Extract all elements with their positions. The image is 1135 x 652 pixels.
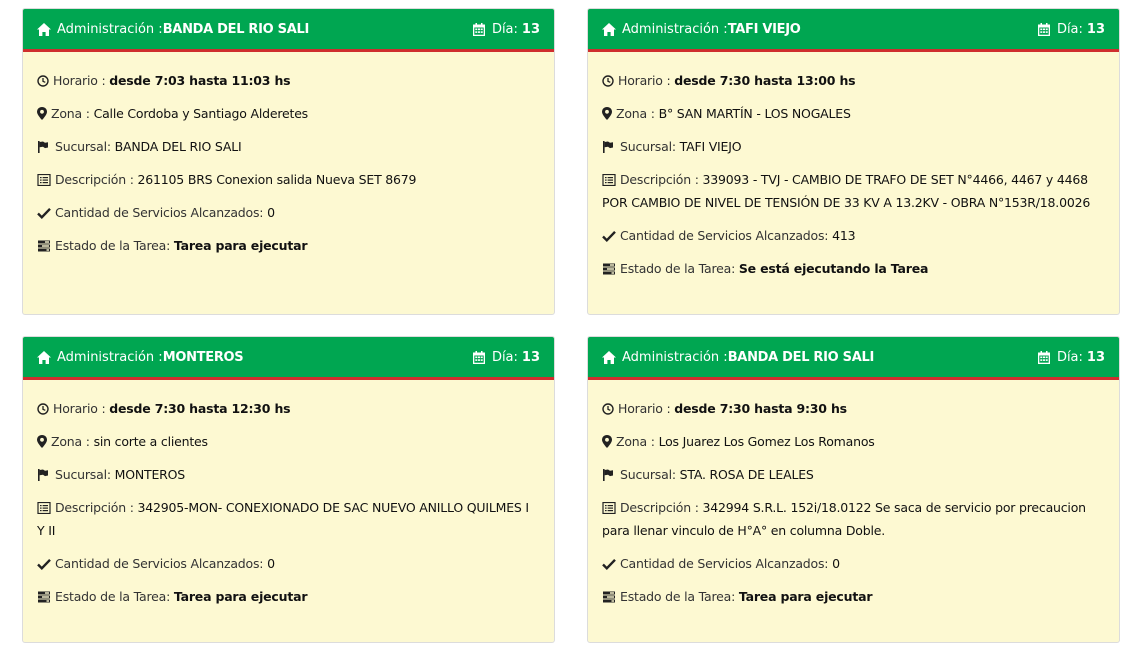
home-icon [37, 23, 51, 36]
zona-row [37, 430, 540, 453]
dia-value: 13 [1086, 349, 1105, 365]
cantidad-value: 413 [832, 228, 856, 243]
horario-row [602, 69, 1105, 92]
estado-label: Estado de la Tarea: [620, 589, 736, 604]
home-icon [602, 23, 616, 36]
descripcion-row [37, 168, 540, 191]
sucursal-value: BANDA DEL RIO SALI [114, 139, 242, 154]
zona-row [37, 102, 540, 125]
admin-value: BANDA DEL RIO SALI [727, 349, 874, 365]
cantidad-row [37, 201, 540, 224]
card-header [23, 337, 554, 380]
dia-label: Día: [1056, 21, 1083, 37]
sucursal-row [602, 135, 1105, 158]
clock-icon [37, 403, 49, 415]
descripcion-value: 339093 - TVJ - CAMBIO DE TRAFO DE SET N°4466, 4467 y 4468 POR CAMBIO DE NIVEL DE TENSIÓN DE 33 KV A 13.2KV - OBRA N°153R/18.0026 [602, 172, 1091, 210]
list-alt-icon [602, 174, 616, 186]
cantidad-row [602, 224, 1105, 247]
horario-label: Horario : [618, 401, 671, 416]
task-card [22, 336, 555, 643]
dia-label: Día: [491, 21, 518, 37]
estado-row [37, 585, 540, 608]
tasks-icon [37, 591, 51, 603]
cantidad-value: 0 [267, 205, 275, 220]
zona-label: Zona : [51, 106, 90, 121]
horario-row [37, 397, 540, 420]
list-alt-icon [37, 502, 51, 514]
list-alt-icon [602, 502, 616, 514]
cantidad-label: Cantidad de Servicios Alcanzados: [55, 556, 264, 571]
horario-value: desde 7:03 hasta 11:03 hs [109, 73, 291, 88]
dia-value: 13 [1086, 21, 1105, 37]
descripcion-value: 261105 BRS Conexion salida Nueva SET 8679 [137, 172, 417, 187]
zona-value: B° SAN MARTÍN - LOS NOGALES [658, 106, 851, 121]
sucursal-label: Sucursal: [620, 467, 676, 482]
horario-value: desde 7:30 hasta 13:00 hs [674, 73, 856, 88]
zona-value: sin corte a clientes [93, 434, 208, 449]
estado-row [602, 257, 1105, 280]
admin-label: Administración : [57, 21, 163, 37]
zona-row [602, 430, 1105, 453]
estado-label: Estado de la Tarea: [620, 261, 736, 276]
descripcion-row [602, 168, 1105, 214]
estado-label: Estado de la Tarea: [55, 589, 171, 604]
calendar-icon [473, 351, 485, 364]
sucursal-label: Sucursal: [55, 139, 111, 154]
sucursal-row [37, 135, 540, 158]
sucursal-row [37, 463, 540, 486]
horario-row [602, 397, 1105, 420]
descripcion-label: Descripción : [55, 500, 134, 515]
sucursal-label: Sucursal: [55, 467, 111, 482]
dia-label: Día: [491, 349, 518, 365]
home-icon [37, 351, 51, 364]
task-card [587, 8, 1120, 315]
flag-icon [37, 469, 51, 481]
horario-label: Horario : [53, 401, 106, 416]
descripcion-row [602, 496, 1105, 542]
estado-value: Se está ejecutando la Tarea [738, 261, 929, 276]
dia-value: 13 [521, 21, 540, 37]
horario-value: desde 7:30 hasta 9:30 hs [674, 401, 847, 416]
home-icon [602, 351, 616, 364]
admin-value: BANDA DEL RIO SALI [162, 21, 309, 37]
cantidad-row [602, 552, 1105, 575]
estado-value: Tarea para ejecutar [173, 238, 308, 253]
check-icon [602, 230, 616, 242]
task-card [587, 336, 1120, 643]
estado-label: Estado de la Tarea: [55, 238, 171, 253]
flag-icon [602, 141, 616, 153]
map-marker-icon [602, 107, 612, 120]
zona-value: Los Juarez Los Gomez Los Romanos [658, 434, 875, 449]
admin-label: Administración : [622, 349, 728, 365]
check-icon [37, 558, 51, 570]
descripcion-label: Descripción : [55, 172, 134, 187]
estado-value: Tarea para ejecutar [738, 589, 873, 604]
flag-icon [37, 141, 51, 153]
calendar-icon [1038, 23, 1050, 36]
horario-value: desde 7:30 hasta 12:30 hs [109, 401, 291, 416]
zona-value: Calle Cordoba y Santiago Alderetes [93, 106, 308, 121]
clock-icon [602, 75, 614, 87]
sucursal-label: Sucursal: [620, 139, 676, 154]
tasks-icon [37, 240, 51, 252]
descripcion-value: 342994 S.R.L. 152i/18.0122 Se saca de servicio por precaucion para llenar vinculo de H°A° en columna Doble. [602, 500, 1086, 538]
cantidad-label: Cantidad de Servicios Alcanzados: [620, 228, 829, 243]
map-marker-icon [37, 435, 47, 448]
tasks-icon [602, 263, 616, 275]
check-icon [37, 207, 51, 219]
clock-icon [37, 75, 49, 87]
task-card [22, 8, 555, 315]
estado-value: Tarea para ejecutar [173, 589, 308, 604]
dia-label: Día: [1056, 349, 1083, 365]
horario-label: Horario : [53, 73, 106, 88]
flag-icon [602, 469, 616, 481]
admin-value: MONTEROS [162, 349, 244, 365]
descripcion-value: 342905-MON- CONEXIONADO DE SAC NUEVO ANILLO QUILMES I Y II [37, 500, 529, 538]
list-alt-icon [37, 174, 51, 186]
calendar-icon [1038, 351, 1050, 364]
check-icon [602, 558, 616, 570]
horario-label: Horario : [618, 73, 671, 88]
zona-row [602, 102, 1105, 125]
estado-row [602, 585, 1105, 608]
map-marker-icon [37, 107, 47, 120]
sucursal-value: TAFI VIEJO [679, 139, 742, 154]
calendar-icon [473, 23, 485, 36]
zona-label: Zona : [51, 434, 90, 449]
sucursal-row [602, 463, 1105, 486]
card-header [588, 9, 1119, 52]
cantidad-value: 0 [832, 556, 840, 571]
card-header [23, 9, 554, 52]
sucursal-value: STA. ROSA DE LEALES [679, 467, 814, 482]
descripcion-label: Descripción : [620, 500, 699, 515]
descripcion-label: Descripción : [620, 172, 699, 187]
horario-row [37, 69, 540, 92]
clock-icon [602, 403, 614, 415]
admin-label: Administración : [622, 21, 728, 37]
zona-label: Zona : [616, 434, 655, 449]
zona-label: Zona : [616, 106, 655, 121]
cantidad-label: Cantidad de Servicios Alcanzados: [620, 556, 829, 571]
dia-value: 13 [521, 349, 540, 365]
map-marker-icon [602, 435, 612, 448]
cantidad-label: Cantidad de Servicios Alcanzados: [55, 205, 264, 220]
card-header [588, 337, 1119, 380]
descripcion-row [37, 496, 540, 542]
estado-row [37, 234, 540, 257]
sucursal-value: MONTEROS [114, 467, 186, 482]
tasks-icon [602, 591, 616, 603]
admin-label: Administración : [57, 349, 163, 365]
cantidad-value: 0 [267, 556, 275, 571]
cantidad-row [37, 552, 540, 575]
admin-value: TAFI VIEJO [727, 21, 801, 37]
